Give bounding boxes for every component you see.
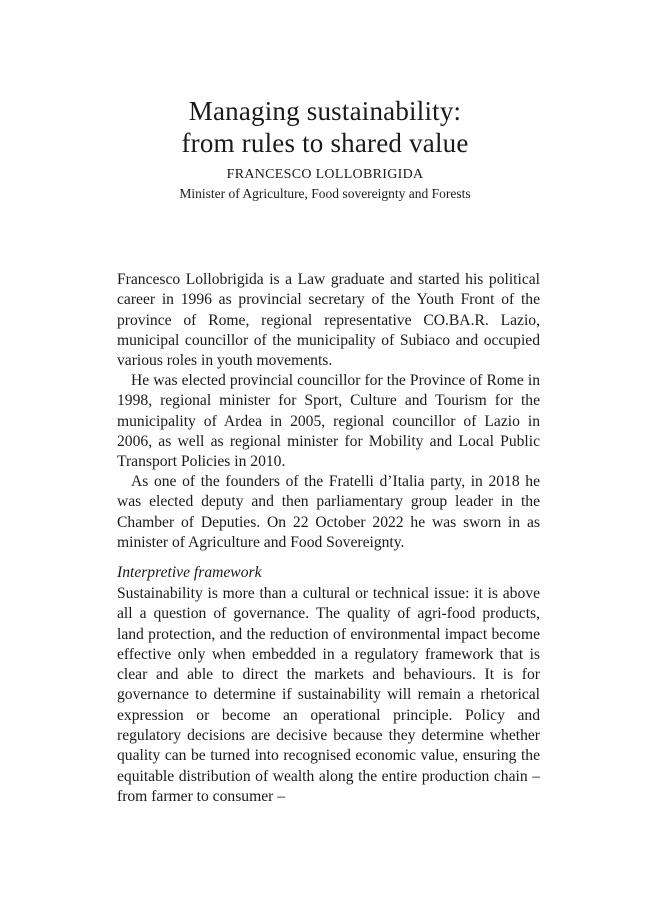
- page-title: [0, 95, 650, 159]
- section-paragraph-1: Sustainability is more than a cultural or technical issue: it is above all a question of governance. The quality of agri-food products, land protection, and the reduction of environmental impact become effective only when embedded in a regulatory framework that is clear and able to direct the markets and behaviours. It is for governance to determine if sustainability will remain a rhetorical expression or become an operational principle. Policy and regulatory decisions are decisive because they determine whether quality can be turned into recognised economic value, ensuring the equitable distribution of wealth along the entire production chain – from farmer to consumer –: [117, 585, 540, 805]
- bio-paragraph-2: He was elected provincial councillor for the Province of Rome in 1998, regional minister for Sport, Culture and Tourism for the municipality of Ardea in 2005, regional councillor of Lazio in 2006, as well as regional minister for Mobility and Local Public Transport Policies in 2010.: [117, 372, 540, 471]
- bio-paragraph-3: As one of the founders of the Fratelli d’Italia party, in 2018 he was elected deputy and then parliamentary group leader in the Chamber of Deputies. On 22 October 2022 he was sworn in as minister of Agriculture and Food Sovereignty.: [117, 473, 540, 551]
- title-line-2: from rules to shared value: [181, 128, 469, 158]
- title-line-1: Managing sustainability:: [188, 96, 462, 126]
- author-affiliation: Minister of Agriculture, Food sovereignty and Forests: [179, 186, 471, 201]
- bio-paragraph-1: Francesco Lollobrigida is a Law graduate and started his political career in 1996 as provincial secretary of the Youth Front of the province of Rome, regional representative CO.BA.R. Lazio, municipal councillor of the municipality of Subiaco and occupied various roles in youth movements.: [117, 271, 540, 370]
- section-heading: Interpretive framework: [117, 564, 262, 581]
- author-name: FRANCESCO LOLLOBRIGIDA: [226, 167, 424, 182]
